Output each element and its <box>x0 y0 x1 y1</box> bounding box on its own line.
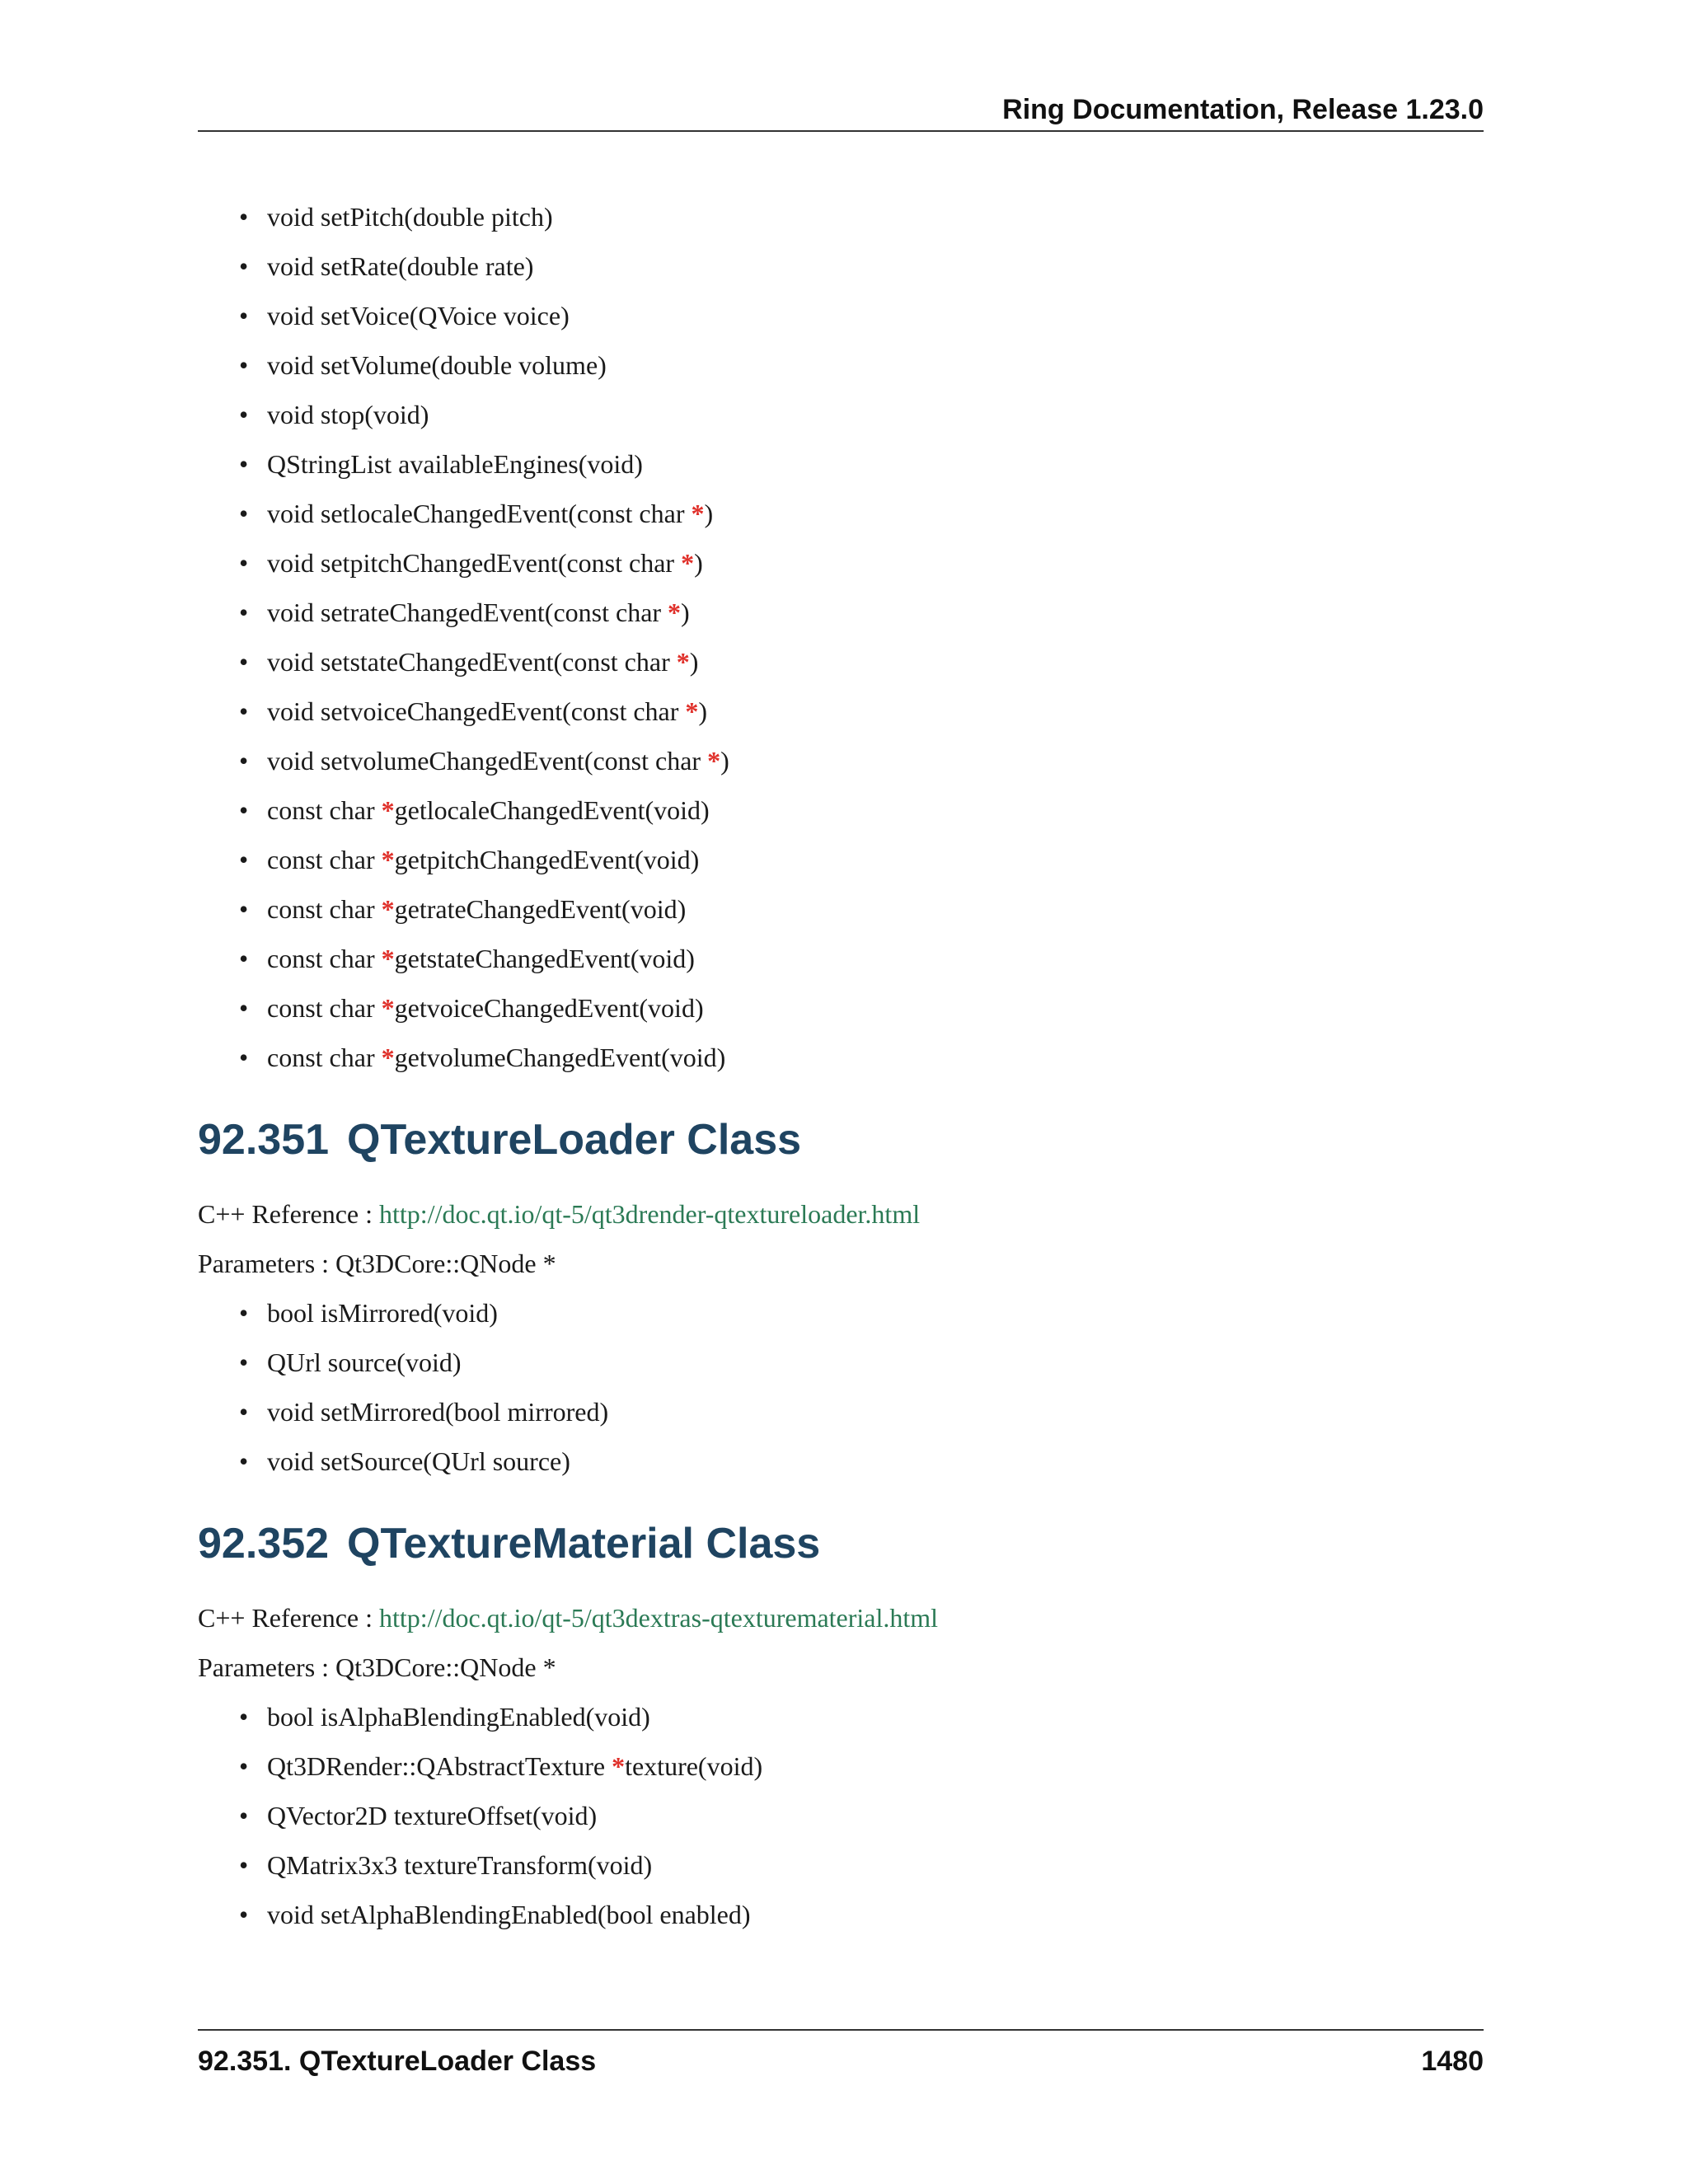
item-text: ) <box>694 548 703 578</box>
bullet-icon: • <box>239 795 249 825</box>
reference-link[interactable]: http://doc.qt.io/qt-5/qt3dextras-qtexturematerial.html <box>379 1603 939 1633</box>
list-item <box>198 443 1484 493</box>
bullet-icon: • <box>239 1347 249 1377</box>
list-item <box>198 691 1484 740</box>
item-text: const char <box>267 795 382 825</box>
bullet-icon: • <box>239 1397 249 1427</box>
page-footer <box>198 2029 1484 2080</box>
item-text: void setAlphaBlendingEnabled(bool enabled) <box>267 1900 751 1929</box>
list-item <box>198 1746 1484 1795</box>
bullet-icon: • <box>239 598 249 627</box>
item-text: ) <box>720 746 729 776</box>
item-text: const char <box>267 993 382 1023</box>
item-text: QStringList availableEngines(void) <box>267 449 643 479</box>
bullet-icon: • <box>239 202 249 232</box>
list-item <box>198 987 1484 1037</box>
list-item <box>198 938 1484 987</box>
pointer-asterisk: * <box>612 1751 626 1781</box>
pointer-asterisk: * <box>381 1043 395 1072</box>
item-text: void setRate(double rate) <box>267 251 534 281</box>
parameters: Parameters : Qt3DCore::QNode * <box>198 1249 556 1278</box>
reference-label: C++ Reference : <box>198 1603 379 1633</box>
item-text: texture(void) <box>625 1751 763 1781</box>
list-item <box>198 888 1484 938</box>
item-text: getpitchChangedEvent(void) <box>394 845 700 874</box>
list-item <box>198 295 1484 344</box>
bullet-icon: • <box>239 400 249 429</box>
pointer-asterisk: * <box>381 795 395 825</box>
bullet-icon: • <box>239 647 249 677</box>
list-item <box>198 1037 1484 1086</box>
list-item <box>198 1696 1484 1746</box>
bullet-icon: • <box>239 251 249 281</box>
page-content <box>198 196 1484 1943</box>
list-item <box>198 1441 1484 1490</box>
pointer-asterisk: * <box>681 548 695 578</box>
pointer-asterisk: * <box>381 944 395 973</box>
footer-section: 92.351. QTextureLoader Class <box>198 2046 597 2077</box>
item-text: bool isAlphaBlendingEnabled(void) <box>267 1702 650 1732</box>
item-text: QUrl source(void) <box>267 1347 462 1377</box>
pointer-asterisk: * <box>685 696 699 726</box>
list-item <box>198 1795 1484 1844</box>
bullet-icon: • <box>239 1446 249 1476</box>
item-text: void setstateChangedEvent(const char <box>267 647 677 677</box>
bullet-icon: • <box>239 449 249 479</box>
bullet-icon: • <box>239 696 249 726</box>
item-text: void setrateChangedEvent(const char <box>267 598 668 627</box>
section-number: 92.352 <box>198 1520 330 1568</box>
reference-label: C++ Reference : <box>198 1199 379 1229</box>
list-item <box>198 394 1484 443</box>
bullet-icon: • <box>239 1850 249 1880</box>
cpp-reference <box>198 1597 1484 1647</box>
list-item <box>198 1894 1484 1943</box>
item-text: const char <box>267 845 382 874</box>
item-text: void setlocaleChangedEvent(const char <box>267 499 692 528</box>
item-text: void setPitch(double pitch) <box>267 202 553 232</box>
section-number: 92.351 <box>198 1116 330 1164</box>
bullet-icon: • <box>239 499 249 528</box>
item-text: getlocaleChangedEvent(void) <box>394 795 710 825</box>
item-text: getrateChangedEvent(void) <box>394 894 687 924</box>
method-list <box>198 196 1484 1086</box>
section-heading-qtextureloader <box>198 1086 1484 1193</box>
bullet-icon: • <box>239 548 249 578</box>
bullet-icon: • <box>239 1702 249 1732</box>
bullet-icon: • <box>239 993 249 1023</box>
header-title: Ring Documentation, Release 1.23.0 <box>1002 94 1484 125</box>
bullet-icon: • <box>239 1900 249 1929</box>
item-text: const char <box>267 894 382 924</box>
list-item <box>198 1292 1484 1342</box>
item-text: void setvoiceChangedEvent(const char <box>267 696 686 726</box>
parameters: Parameters : Qt3DCore::QNode * <box>198 1652 556 1682</box>
list-item <box>198 1844 1484 1894</box>
item-text: QVector2D textureOffset(void) <box>267 1801 598 1830</box>
list-item <box>198 246 1484 295</box>
item-text: getstateChangedEvent(void) <box>394 944 695 973</box>
pointer-asterisk: * <box>381 845 395 874</box>
section-title: QTextureMaterial Class <box>347 1520 821 1568</box>
item-text: void stop(void) <box>267 400 429 429</box>
reference-link[interactable]: http://doc.qt.io/qt-5/qt3drender-qtextureloader.html <box>379 1199 921 1229</box>
item-text: getvoiceChangedEvent(void) <box>394 993 704 1023</box>
list-item <box>198 790 1484 839</box>
item-text: void setSource(QUrl source) <box>267 1446 570 1476</box>
pointer-asterisk: * <box>691 499 705 528</box>
list-item <box>198 196 1484 246</box>
pointer-asterisk: * <box>668 598 682 627</box>
list-item <box>198 493 1484 542</box>
item-text: void setpitchChangedEvent(const char <box>267 548 682 578</box>
list-item <box>198 839 1484 888</box>
pointer-asterisk: * <box>707 746 721 776</box>
item-text: ) <box>704 499 714 528</box>
item-text: void setvolumeChangedEvent(const char <box>267 746 708 776</box>
page-header <box>198 89 1484 132</box>
item-text: const char <box>267 944 382 973</box>
list-item <box>198 542 1484 592</box>
bullet-icon: • <box>239 1751 249 1781</box>
item-text: const char <box>267 1043 382 1072</box>
bullet-icon: • <box>239 301 249 330</box>
item-text: void setVoice(QVoice voice) <box>267 301 570 330</box>
item-text: void setVolume(double volume) <box>267 350 607 380</box>
list-item <box>198 1391 1484 1441</box>
bullet-icon: • <box>239 1801 249 1830</box>
cpp-reference <box>198 1193 1484 1243</box>
item-text: getvolumeChangedEvent(void) <box>394 1043 726 1072</box>
section-heading-qtexturematerial <box>198 1490 1484 1597</box>
item-text: QMatrix3x3 textureTransform(void) <box>267 1850 653 1880</box>
list-item <box>198 1342 1484 1391</box>
pointer-asterisk: * <box>381 993 395 1023</box>
pointer-asterisk: * <box>381 894 395 924</box>
method-list <box>198 1292 1484 1490</box>
list-item <box>198 592 1484 641</box>
bullet-icon: • <box>239 1043 249 1072</box>
item-text: bool isMirrored(void) <box>267 1298 498 1328</box>
bullet-icon: • <box>239 944 249 973</box>
item-text: Qt3DRender::QAbstractTexture <box>267 1751 612 1781</box>
list-item <box>198 740 1484 790</box>
item-text: void setMirrored(bool mirrored) <box>267 1397 609 1427</box>
bullet-icon: • <box>239 350 249 380</box>
list-item <box>198 641 1484 691</box>
method-list <box>198 1696 1484 1943</box>
list-item <box>198 344 1484 394</box>
section-title: QTextureLoader Class <box>347 1116 802 1164</box>
item-text: ) <box>698 696 708 726</box>
bullet-icon: • <box>239 1298 249 1328</box>
item-text: ) <box>689 647 699 677</box>
item-text: ) <box>681 598 690 627</box>
pointer-asterisk: * <box>676 647 690 677</box>
bullet-icon: • <box>239 746 249 776</box>
bullet-icon: • <box>239 894 249 924</box>
page-number: 1480 <box>1421 2046 1484 2077</box>
bullet-icon: • <box>239 845 249 874</box>
